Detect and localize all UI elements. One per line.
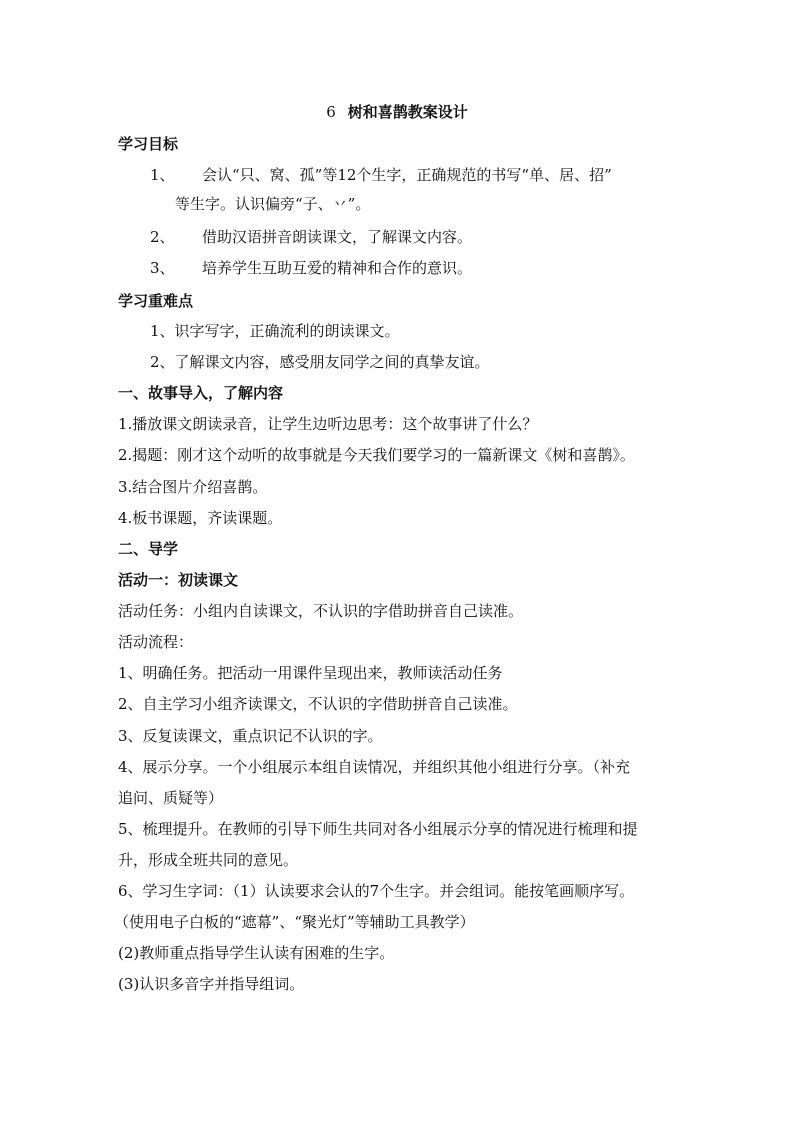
flow-item: 2、自主学习小组齐读课文，不认识的字借助拼音自己读准。 xyxy=(118,695,518,713)
flow-item: 4、展示分享。一个小组展示本组自读情况，并组织其他小组进行分享。（补充 xyxy=(118,758,631,776)
flow-item: 5、梳理提升。在教师的引导下师生共同对各小组展示分享的情况进行梳理和提 xyxy=(118,820,638,838)
goal-number: 3、 xyxy=(150,259,175,277)
activity-flow-label: 活动流程： xyxy=(118,633,194,651)
lesson-number: 6 xyxy=(326,103,336,121)
goal-item-3 xyxy=(150,258,472,278)
intro-item-3: 3.结合图片介绍喜鹊。 xyxy=(118,478,268,496)
goal-item-1 xyxy=(150,165,612,185)
lesson-title: 树和喜鹊教案设计 xyxy=(347,103,468,121)
flow-item-continued: 升，形成全班共同的意见。 xyxy=(118,851,299,869)
goal-text: 培养学生互助互爱的精神和合作的意识。 xyxy=(202,259,473,277)
flow-item: 1、明确任务。把活动一用课件呈现出来，教师读活动任务 xyxy=(118,664,503,682)
activity-title: 活动一：初读课文 xyxy=(118,571,239,589)
intro-item-4: 4.板书课题，齐读课题。 xyxy=(118,509,283,527)
document-title xyxy=(0,101,794,122)
intro-item-2: 2.揭题：刚才这个动听的故事就是今天我们要学习的一篇新课文《树和喜鹊》。 xyxy=(118,446,635,464)
goal-text: 借助汉语拼音朗读课文，了解课文内容。 xyxy=(202,228,473,246)
key-point-1: 1、识字写字，正确流利的朗读课文。 xyxy=(150,322,400,340)
flow-item-continued: 追问、质疑等） xyxy=(118,789,224,807)
heading-section-two: 二、导学 xyxy=(118,540,179,558)
goal-item-2 xyxy=(150,227,472,247)
flow-item-continued: （使用电子白板的“遮幕”、“聚光灯”等辅助工具教学） xyxy=(114,913,475,931)
goal-item-1-continued: 等生字。认识偏旁“子、丷”。 xyxy=(175,195,371,213)
goal-text: 会认“只、窝、孤”等12个生字，正确规范的书写“单、居、招” xyxy=(202,166,612,184)
key-point-2: 2、了解课文内容，感受朋友同学之间的真挚友谊。 xyxy=(150,353,490,371)
flow-item: 3、反复读课文，重点识记不认识的字。 xyxy=(118,727,383,745)
activity-task: 活动任务：小组内自读课文，不认识的字借助拼音自己读准。 xyxy=(118,602,524,620)
goal-number: 1、 xyxy=(150,166,175,184)
intro-item-1: 1.播放课文朗读录音，让学生边听边思考：这个故事讲了什么？ xyxy=(118,415,538,433)
heading-section-one: 一、故事导入，了解内容 xyxy=(118,384,284,402)
goal-number: 2、 xyxy=(150,228,175,246)
flow-item: (3)认识多音字并指导组词。 xyxy=(118,975,305,993)
flow-item: 6、学习生字词：（1）认读要求会认的7个生字。并会组词。能按笔画顺序写。 xyxy=(118,882,635,900)
flow-item: (2)教师重点指导学生认读有困难的生字。 xyxy=(118,944,395,962)
heading-key-points: 学习重难点 xyxy=(118,292,194,310)
heading-learning-goals: 学习目标 xyxy=(118,135,179,153)
